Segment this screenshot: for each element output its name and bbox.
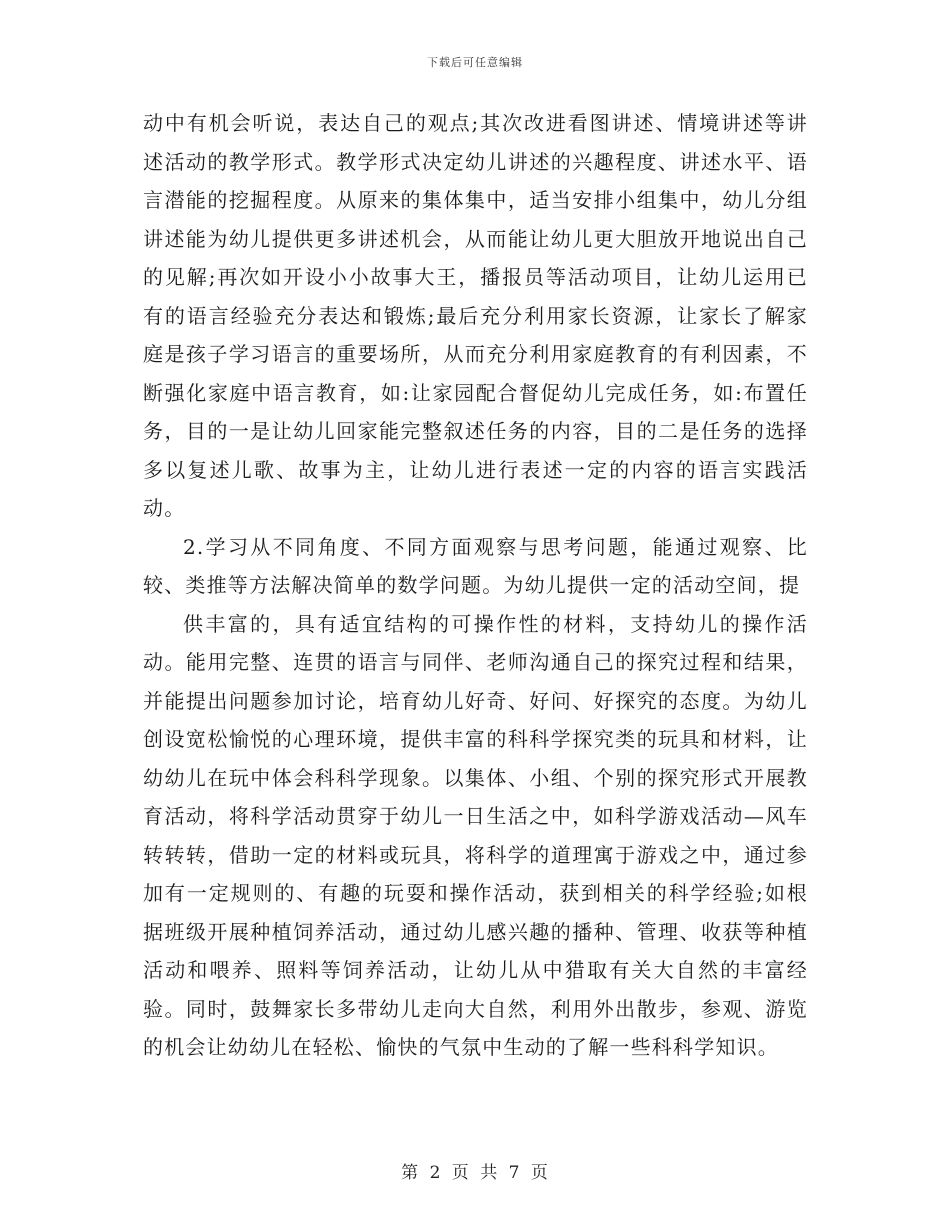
header-note: 下载后可任意编辑 <box>427 56 523 69</box>
paragraph-science-activities: 供丰富的，具有适宜结构的可操作性的材料，支持幼儿的操作活动。能用完整、连贯的语言与同伴、老师沟通自己的探究过程和结果，并能提出问题参加讨论，培育幼儿好奇、好问、好探究的态度。为幼儿创设宽松愉悦的心理环境，提供丰富的科科学探究类的玩具和材料，让幼幼儿在玩中体会科科学现象。以集体、小组、个别的探究形式开展教育活动，将科学活动贯穿于幼儿一日生活之中，如科学游戏活动—风车转转转，借助一定的材料或玩具，将科学的道理寓于游戏之中，通过参加有一定规则的、有趣的玩耍和操作活动，获到相关的科学经验;如根据班级开展种植饲养活动，通过幼儿感兴趣的播种、管理、收获等种植活动和喂养、照料等饲养活动，让幼儿从中猎取有关大自然的丰富经验。同时，鼓舞家长多带幼儿走向大自然，利用外出散步，参观、游览的机会让幼幼儿在轻松、愉快的气氛中生动的了解一些科科学知识。 <box>143 611 808 1059</box>
document-body <box>143 104 808 1067</box>
page-number: 第 2 页 共 7 页 <box>401 1163 549 1183</box>
paragraph-language-activities: 动中有机会听说，表达自己的观点;其次改进看图讲述、情境讲述等讲述活动的教学形式。教学形式决定幼儿讲述的兴趣程度、讲述水平、语言潜能的挖掘程度。从原来的集体集中，适当安排小组集中，幼儿分组讲述能为幼儿提供更多讲述机会，从而能让幼儿更大胆放开地说出自己的见解;再次如开设小小故事大王，播报员等活动项目，让幼儿运用已有的语言经验充分表达和锻炼;最后充分利用家长资源，让家长了解家庭是孩子学习语言的重要场所，从而充分利用家庭教育的有利因素，不断强化家庭中语言教育，如:让家园配合督促幼儿完成任务，如:布置任务，目的一是让幼儿回家能完整叙述任务的内容，目的二是任务的选择多以复述儿歌、故事为主，让幼儿进行表述一定的内容的语言实践活动。 <box>143 111 808 520</box>
paragraph-math-goal: 2.学习从不同角度、不同方面观察与思考问题，能通过观察、比较、类推等方法解决简单的数学问题。为幼儿提供一定的活动空间，提 <box>143 534 808 597</box>
